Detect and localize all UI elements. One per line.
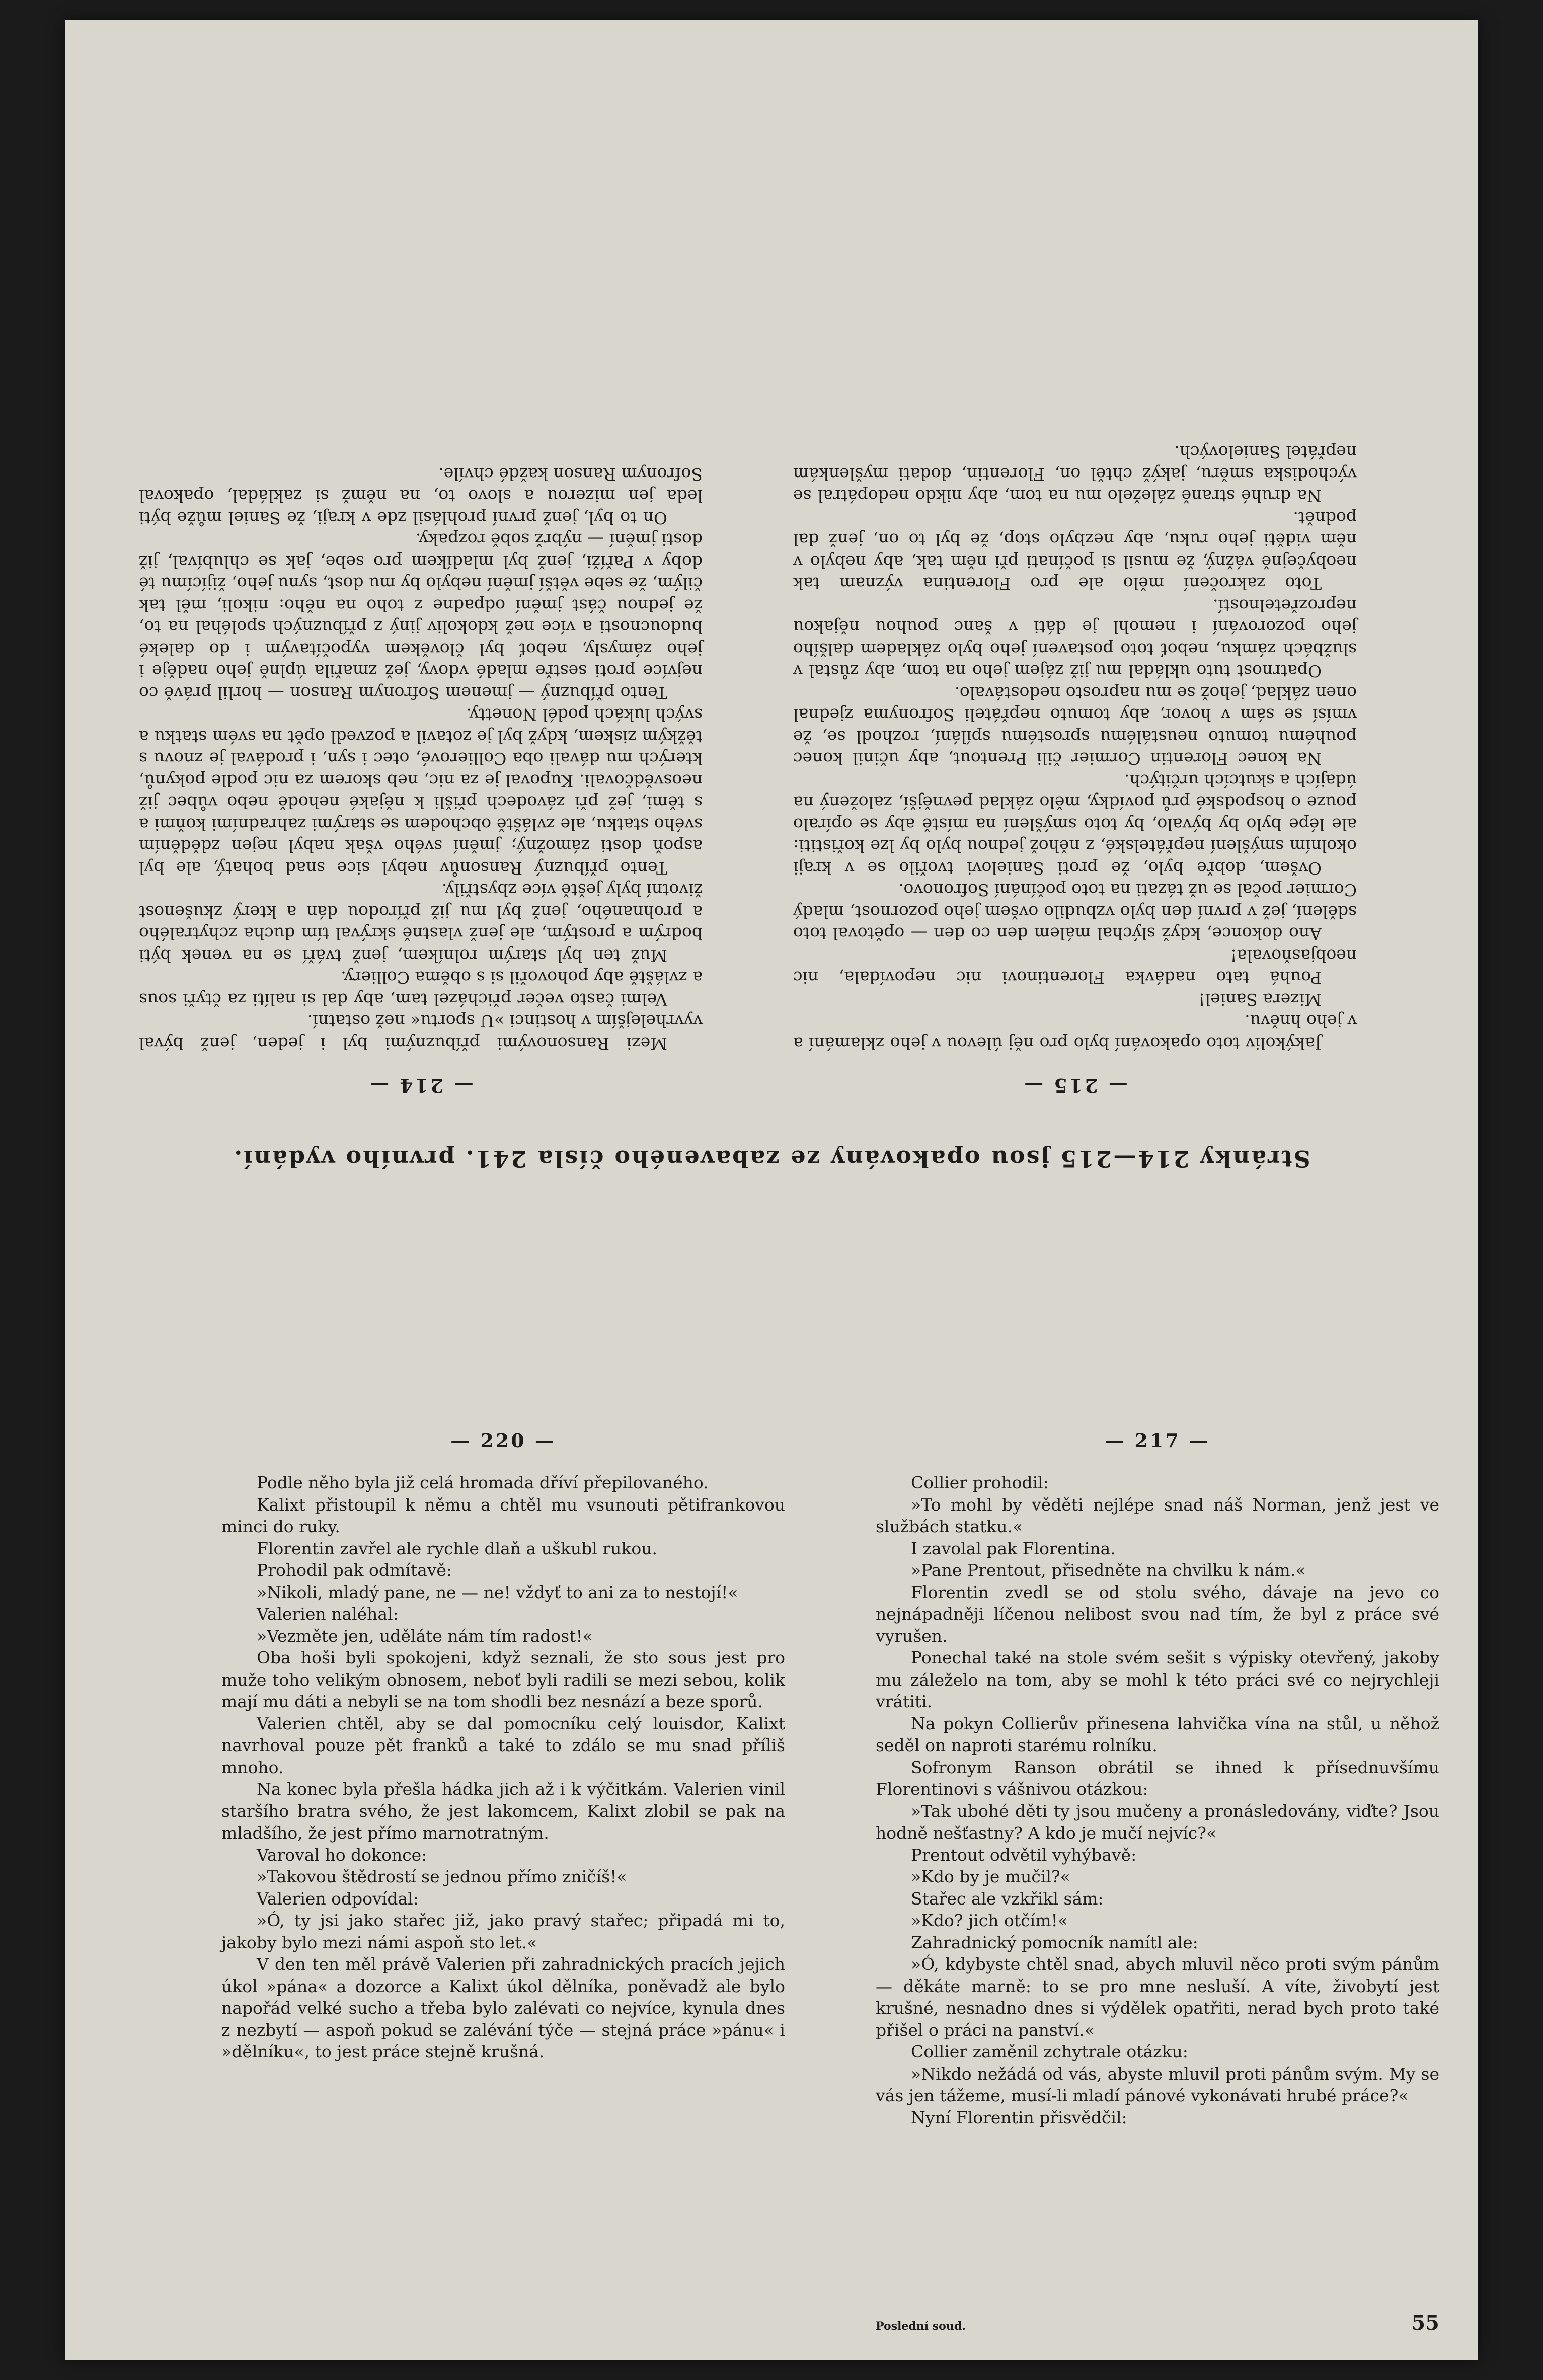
paragraph: Na pokyn Collierův přinesena lahvička vína na stůl, u něhož seděl on naproti starému rolníku. (876, 1713, 1439, 1755)
paragraph: Zahradnický pomocník namítl ale: (911, 1932, 1198, 1952)
paragraph: Valerien odpovídal: (257, 1888, 419, 1909)
paragraph: Ponechal také na stole svém sešit s výpisky otevřený, jakoby mu záleželo na tom, aby se mohl k této práci své co nejrychleji vrátiti. (876, 1648, 1439, 1711)
paragraph: Prentout odvětil vyhýbavě: (911, 1845, 1137, 1865)
page-number-214: — 214 — (368, 1074, 474, 1097)
footer-title: Poslední soud. (876, 2320, 966, 2333)
upright-half (65, 1278, 1478, 2360)
paragraph: Florentin zavřel ale rychle dlaň a uškubl rukou. (257, 1538, 657, 1558)
paragraph: »Takovou štědrostí se jednou přímo zničíš!« (257, 1867, 627, 1886)
paragraph: Stařec ale vzkřikl sám: (911, 1888, 1104, 1909)
paragraph: Varoval ho dokonce: (257, 1845, 427, 1865)
paragraph: »Kdo? jich otčím!« (911, 1911, 1068, 1930)
paragraph: Sofronym Ranson obrátil se ihned k přísednuvšímu Florentinovi s vášnivou otázkou: (876, 1757, 1439, 1799)
page-214-column (139, 463, 703, 1097)
paragraph: Tento příbuzný Ransonův nebyl sice snad bohatý, ale byl aspoň dosti zámožný; jmění svého však nabyl nejen zděděním svého statku, ale zvláště obchodem se starými zahradními koňmi a s těmi, jež při závodech přišli k nějaké nehodě nebo vůbec již neosvědčovali. Kupoval je za nic, neb skorem za nic podle pokynů, kterých mu dávali oba Collierové, otec i syn, i prodával je znovu s těžkým ziskem, když byl je zotavil a pozvedl opět na svém statku a svých lukách podél Nonetty. (139, 705, 703, 878)
paragraph: Florentin zvedl se od stolu svého, dávaje na jevo co nejnápadněji líčenou nelibost svou nad tím, že byl z práce své vyrušen. (876, 1582, 1439, 1646)
paragraph: Oba hoši byli spokojeni, když seznali, že sto sous jest pro muže toho velikým obnosem, neboť byli radili se mezi sebou, kolik mají mu dáti a nebyli se na tom shodli bez nesnází a beze sporů. (221, 1648, 785, 1711)
paragraph: Ovšem, dobře bylo, že proti Sanielovi tvořilo se v kraji okolním smýšlení nepřátelské, z něhož jednou bylo by lze kořistiti: ale lépe bylo by bývalo, by toto smýšlení na místě aby se opíralo pouze o hospodské prů povídky, mělo základ pevnější, založený na údajích a skutcích určitých. (793, 771, 1357, 878)
paragraph: Opatrnost tuto ukládal mu již zájem jeho na tom, aby zůstal v službách zámku, neboť toto postavení jeho bylo základem dalšího jeho pozorování i nemohl je dáti v šanc pouhou nějakou neprozřetelností. (793, 596, 1357, 681)
paragraph: Prohodil pak odmítavě: (257, 1560, 452, 1580)
paragraph: Kalixt přistoupil k němu a chtěl mu vsunouti pětifrankovou minci do ruky. (221, 1494, 785, 1536)
paragraph: »Vezměte jen, uděláte nám tím radost!« (257, 1626, 593, 1646)
page-number-215: — 215 — (1022, 1074, 1128, 1097)
page-220-column (221, 1429, 785, 2063)
paragraph: Valerien chtěl, aby se dal pomocníku celý louisdor, Kalixt navrhoval pouze pět franků a také to zdálo se mu snad příliš mnoho. (221, 1713, 785, 1777)
paragraph: Velmi často večer přicházel tam, aby dal si nalíti za čtyři sous a zvláště aby pohovořil si s oběma Colliery. (139, 968, 703, 1009)
page-215-column (793, 441, 1357, 1097)
paragraph: »Kdo by je mučil?« (911, 1867, 1070, 1886)
paragraph: »To mohl by věděti nejlépe snad náš Norman, jenž jest ve službách statku.« (876, 1494, 1439, 1536)
paragraph: Muž ten byl starým rolníkem, jenž tváří se na venek býti bodrým a prostým, ale jenž vlastně skrýval tím ducha zchytralého a prohnaného, jenž byl mu již přírodou dán a který zkušenost životní byly ještě více zbystřily. (139, 880, 703, 966)
paragraph: Toto zakročení mělo ale pro Florentina význam tak neobyčejně vážný, že musil si počínati při něm tak, aby nebylo v něm viděti jeho ruku, aby nezbylo stop, že byl to on, jenž dal podnět. (793, 508, 1357, 594)
paragraph: Mezi Ransonovými příbuznými byl i jeden, jenž býval vyvrhelejším v hostinci »U sportu« než ostatní. (139, 1011, 703, 1053)
page-217-column (876, 1429, 1439, 2335)
paragraph: Podle něho byla již celá hromada dříví přepilovaného. (257, 1473, 709, 1492)
paragraph: »Pane Prentout, přisedněte na chvilku k nám.« (911, 1560, 1306, 1580)
paragraph: I zavolal pak Florentina. (911, 1538, 1116, 1558)
reprint-banner: Stránky 214—215 jsou opakovány ze zabaveného čísla 241. prvního vydání. (233, 1145, 1310, 1172)
paragraph: Jakýkoliv toto opakování bylo pro něj úlevou v jeho zklamání a v jeho hněvu. (793, 1011, 1357, 1053)
paragraph: »Ó, kdybyste chtěl snad, abych mluvil něco proti svým pánům — děkáte marně: to se pro mne nesluší. A víte, živobytí jest krušné, nesnadno dnes si výdělek opatřiti, nerad bych proto také přišel o práci na panství.« (876, 1954, 1439, 2040)
page-number-220: — 220 — (450, 1429, 556, 1452)
paragraph: »Tak ubohé děti ty jsou mučeny a pronásledovány, viďte? Jsou hodně nešťastny? A kdo je mučí nejvíc?« (876, 1801, 1439, 1843)
page-number-217: — 217 — (1105, 1429, 1210, 1452)
paragraph: Nyní Florentin přisvědčil: (911, 2107, 1127, 2127)
newspaper-sheet (65, 20, 1478, 2360)
paragraph: »Nikoli, mladý pane, ne — ne! vždyť to ani za to nestojí!« (257, 1582, 738, 1602)
paragraph: Na konec Florentin Cormier čili Prentout, aby učinil konec pouhému tomuto neustálému sprostému spílání, rozhodl se, že vmísí se sám v hovor, aby tomuto nepřáteli Sofronyma zjednal onen základ, jehož se mu naprosto nedostávalo. (793, 683, 1357, 769)
paragraph: On to byl, jenž první prohlásil zde v kraji, že Saniel může býti leda jen mizerou a slovo to, na němž si zakládal, opakoval Sofronym Ranson každé chvíle. (139, 464, 703, 528)
sheet-number: 55 (1411, 2311, 1439, 2335)
paragraph: Mizera Saniel! (1198, 990, 1322, 1009)
paragraph: Ano dokonce, když slýchal málem den co den — opětoval toto sdělení, jež v první den bylo vzbudilo ovšem jeho pozornost, mladý Cormier počal se už tázati na toto počínání Sofronovo. (793, 880, 1357, 944)
paragraph: »Nikdo nežádá od vás, abyste mluvil proti pánům svým. My se vás jen tážeme, musí-li mladí pánové vykonávati hrubé práce?« (876, 2064, 1439, 2105)
paragraph: V den ten měl právě Valerien při zahradnických pracích jejich úkol »pána« a dozorce a Kalixt úkol dělníka, poněvadž ale bylo napořád velké sucho a třeba bylo zalévati co nejvíce, kynula dnes z nezbytí — aspoň pokud se zalévání týče — stejná práce »pánu« i »dělníku«, to jest práce stejně krušná. (221, 1954, 785, 2061)
paragraph: Na druhé straně záleželo mu na tom, aby nikdo nedopátral se východiska směru, jakýž chtěl on, Florentin, dodati myšlenkám nepřátel Sanielových. (793, 442, 1357, 506)
paragraph: Pouhá tato nadávka Florentinovi nic nepovídala, nic neobjasňovala! (793, 946, 1357, 988)
paragraph: Valerien naléhal: (257, 1604, 399, 1624)
paragraph: Collier prohodil: (911, 1473, 1049, 1492)
page-footer (876, 2311, 1439, 2335)
paragraph: »Ó, ty jsi jako stařec již, jako pravý stařec; připadá mi to, jakoby bylo mezi námi aspoň sto let.« (221, 1911, 785, 1952)
paragraph: Collier zaměnil zchytrale otázku: (911, 2042, 1188, 2061)
paragraph: Na konec byla přešla hádka jich až i k výčitkám. Valerien vinil staršího bratra svého, že jest lakomcem, Kalixt zlobil se pak na mladšího, že jest přímo marnotratným. (221, 1779, 785, 1843)
paragraph: Tento příbuzný — jmenem Sofronym Ranson — horlil právě co nejvíce proti sestře mladé vdovy, jež zmařila úplně jeho naděje i jeho zámysly, neboť byl člověkem vypočítavým i do daleké budoucnosti a více než kdokoliv jiný z příbuzných spoléhal na to, že jednou část jmění odpadne z toho na něho: nikoli, měl tak čilým, že sebe větší jmění nebylo by mu dost, synu jeho, žijícímu té doby v Paříži, jenž byl mladíkem pro sebe, jak se chlubíval, již dosti jmění — nýbrž sobě rozpaky. (139, 530, 703, 703)
inverted-half (65, 20, 1478, 1203)
